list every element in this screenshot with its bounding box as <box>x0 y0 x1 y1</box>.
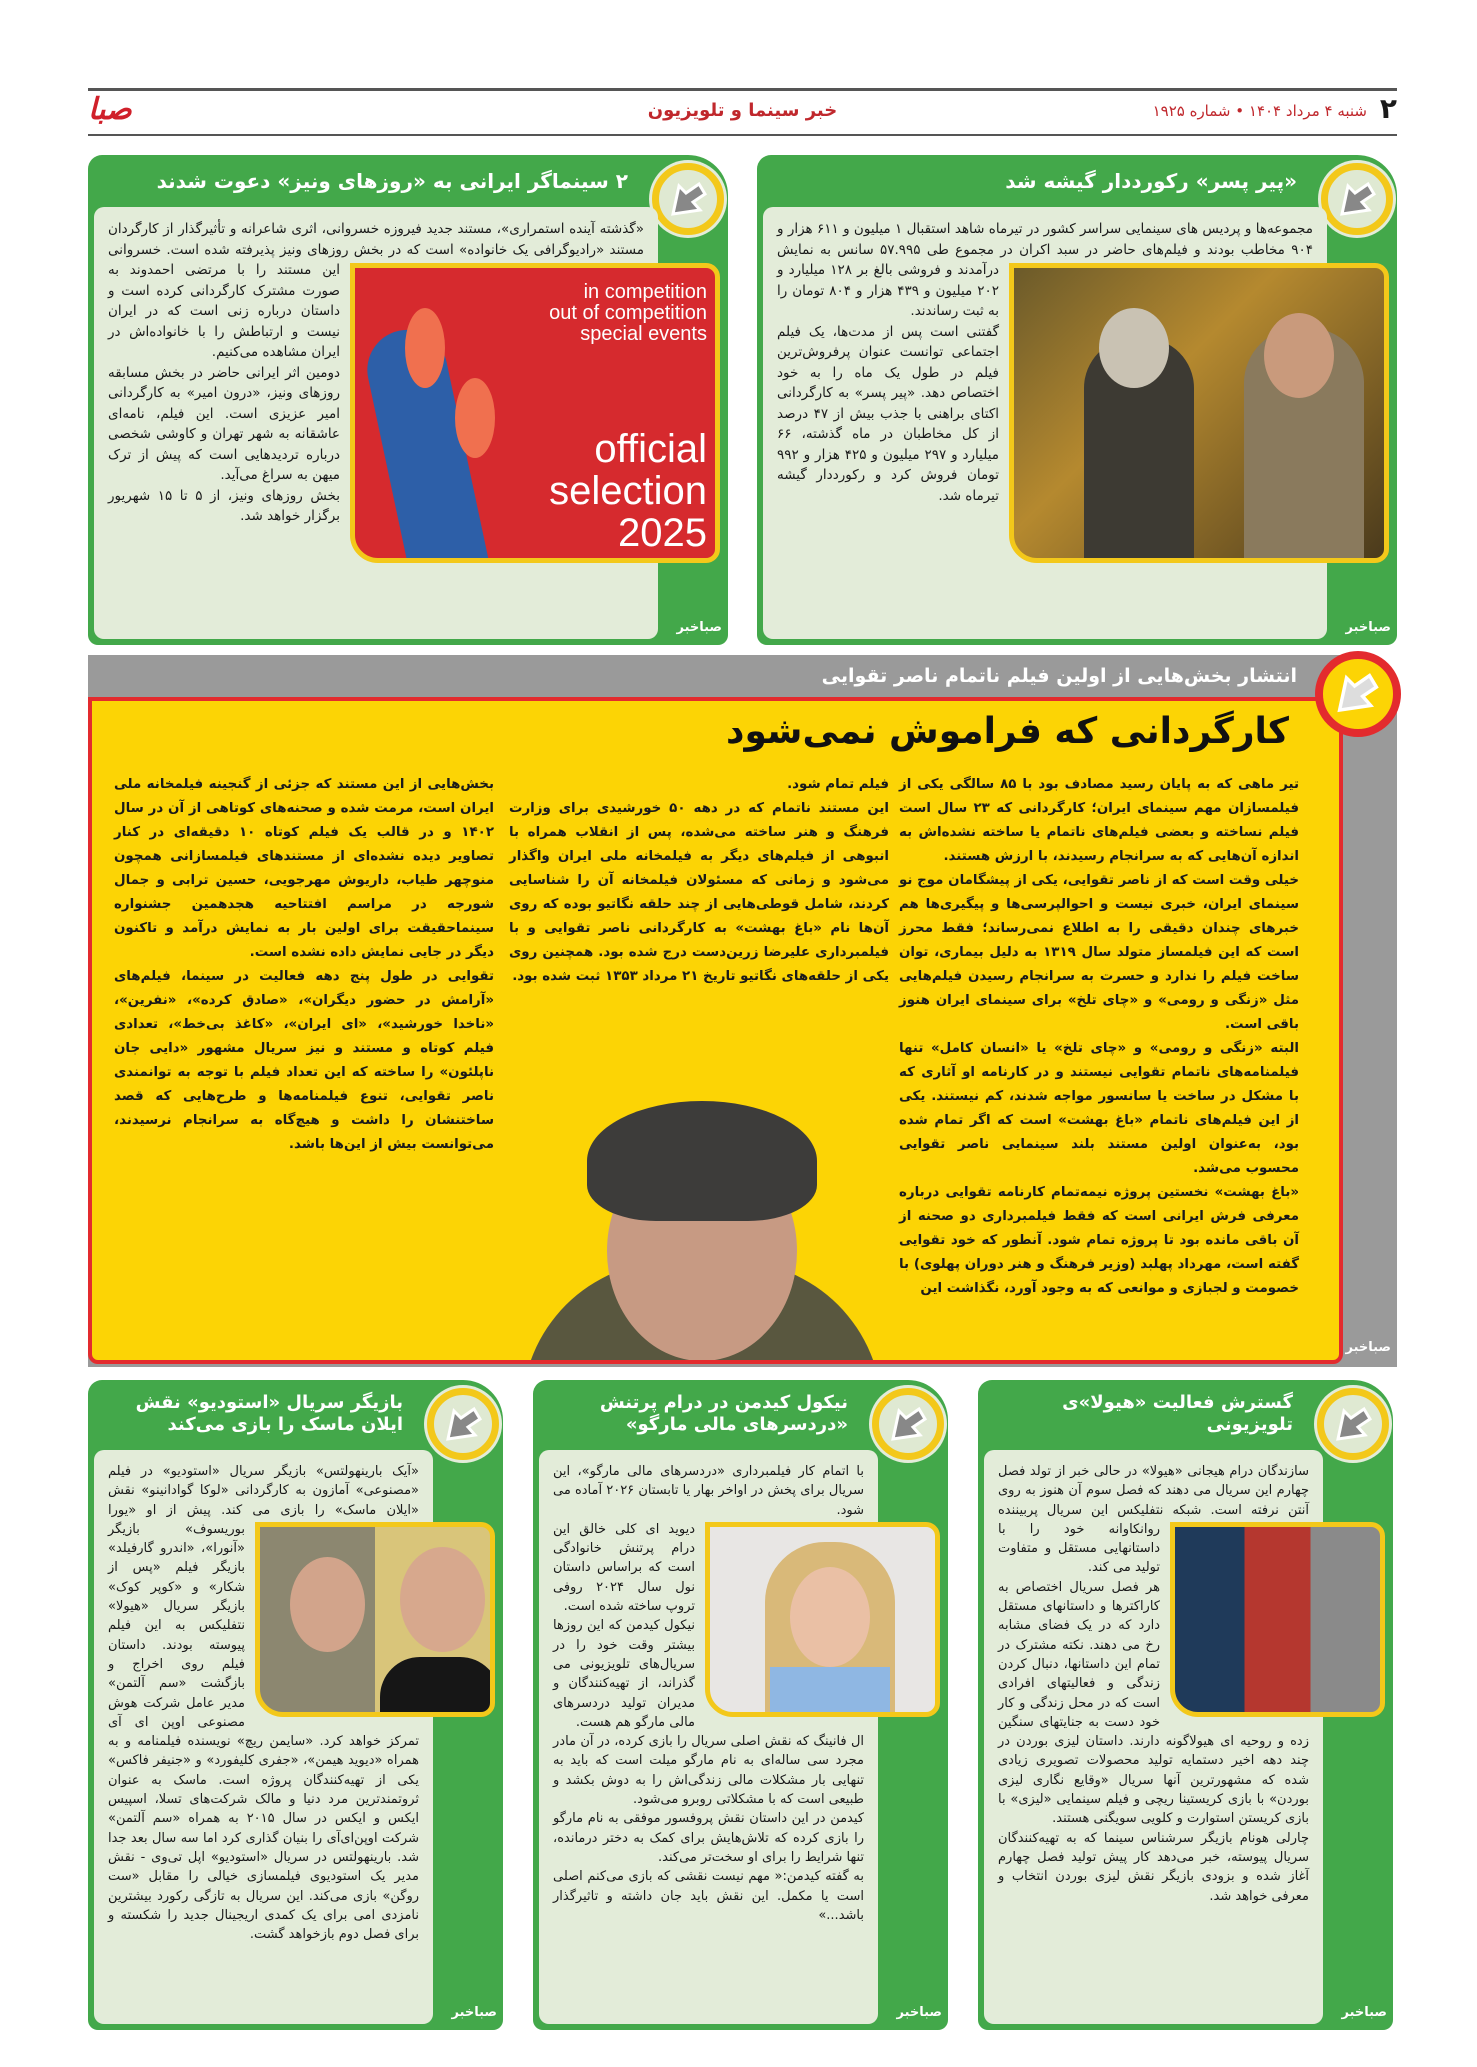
paragraph: خیلی وقت است که از ناصر تقوایی، یکی از پیشگامان موج نو سینمای ایران، خبری نیست و احوالپرسی‌ها و پیگیری‌ها هم خبرهای چندان دقیقی را به اطلاع نمی‌رساند؛ فقط محرز است که این فیلمساز متولد سال ۱۳۱۹ به دلیل بیماری، توان ساخت فیلم را ندارد و حسرت به سرانجام رسیدن فیلم‌هایی مثل «زنگی و رومی» و «چای تلخ» برای سینمای ایران هنوز باقی است. <box>899 873 1299 1032</box>
article-pir-pesar <box>757 155 1397 645</box>
paragraph: البته «زنگی و رومی» و «چای تلخ» یا «انسان کامل» تنها فیلمنامه‌های ناتمام تقوایی نیستند و در کارنامه او آثاری که با مشکل در ساخت یا سانسور مواجه شدند، کم نیستند. یکی از این فیلم‌های ناتمام «باغ بهشت» است که اگر تمام شده بود، به‌عنوان اولین مستند بلند سینمایی ناصر تقوایی محسوب می‌شد. <box>899 1041 1299 1176</box>
issue-date: شنبه ۴ مرداد ۱۴۰۴ • شماره ۱۹۲۵ <box>1152 102 1367 120</box>
paragraph: مجموعه‌ها و پردیس های سینمایی سراسر کشور در تیرماه شاهد استقبال ۱ میلیون و ۶۱۱ هزار و ۹۰۴ مخاطب بودند و فیلم‌های حاضر در سبد اکران در مجموع طی ۵۷.۹۹۵ سانس به نمایش درآمدند و فروشی بالغ بر ۱۲۸ میلیارد و ۲۰۲ میلیون و ۴۳۹ هزار و ۸۰۴ تومان را به ثبت رساندند. <box>777 221 1313 319</box>
paragraph: «آیک بارینهولتس» بازیگر سریال «استودیو» در فیلم «مصنوعی» آمازون به کارگردانی «لوکا گوادانینو» نقش «ایلان ماسک» را بازی می کند. پیش از او «یورا بوریسوف» بازیگر «آنورا»، «اندرو گارفیلد» بازیگر فیلم «پس از شکار» و «کوپر کوک» بازیگر سریال «هیولا» نتفلیکس به این فیلم پیوسته بودند. داستان فیلم روی اخراج و بازگشت «سم آلتمن» مدیر عامل شرکت هوش مصنوعی اوپن ای آی تمرکز خواهد کرد. «سایمن ریچ» نویسنده فیلمنامه و به همراه «دیوید هیمن»، «جفری کلیفورد» و «جنیفر فاکس» یکی از تهیه‌کنندگان پروژه است. ماسک به عنوان ثروتمندترین مرد دنیا و مالک شرکت‌های تسلا، اسپیس ایکس و ایکس در سال ۲۰۱۵ به همراه «سم آلتمن» شرکت اوپن‌ای‌آی را بنیان گذاری کرد اما سه سال بعد جدا شد. بارینهولتس در سریال «استودیو» اپل تی‌وی - نقش مدیر یک استودیوی فیلمسازی خیالی را مقابل «ست روگن» بازی می‌کند. این سریال به تازگی رکورد بیشترین نامزدی امی برای یک کمدی اریجینال جدید را شکسته و برای فصل دوم بازخواهد گشت. <box>108 1464 419 1943</box>
monster-cast-photo <box>1170 1522 1385 1717</box>
newspaper-logo: صبا <box>88 92 132 127</box>
article-nicole-kidman <box>533 1380 948 2030</box>
source-label: صباخبر <box>1345 620 1391 635</box>
poster-title <box>549 428 707 554</box>
feature-column-right <box>899 773 1299 1301</box>
feature-column-left <box>114 773 494 1157</box>
poster-line: special events <box>580 323 707 345</box>
header-top-rule <box>88 88 1397 91</box>
article-title: نیکول کیدمن در درام پرتنش «دردسرهای مالی مارگو» <box>599 1392 848 1435</box>
paragraph: دومین اثر ایرانی حاضر در بخش مسابقه روزهای ونیز، «درون امیر» به کارگردانی امیر عزیزی است. این فیلم، نامه‌ای عاشقانه به شهر تهران و کاوشی شخصی درباره تردیدهایی است که پیش از ترک میهن به سراغ می‌آید. <box>108 364 340 483</box>
paragraph: تقوایی در طول پنج دهه فعالیت در سینما، فیلم‌های «آرامش در حضور دیگران»، «صادق کرده»، «نفرین»، «ناخدا خورشید»، «ای ایران»، «کاغذ بی‌خط»، تعدادی فیلم کوتاه و مستند و نیز سریال مشهور «دایی جان ناپلئون» را ساخته که این تعداد فیلم با توجه به توانمندی ناصر تقوایی، تنوع فیلمنامه‌ها و طرح‌هایی که قصد ساختنشان را داشت و هیچ‌گاه به سرانجام نرسیدند، می‌توانست بیش از این‌ها باشد. <box>114 969 494 1152</box>
paragraph: نیکول کیدمن که این روزها بیشتر وقت خود را در سریال‌های تلویزیونی می گذراند، از تهیه‌کنندگان و مدیران تولید دردسرهای مالی مارگو هم هست. <box>553 1618 695 1730</box>
source-label: صباخبر <box>451 2005 497 2020</box>
article-studio-musk <box>88 1380 503 2030</box>
director-portrait-photo <box>512 1101 892 1360</box>
feature-box <box>88 697 1343 1364</box>
paragraph: گفتنی است پس از مدت‌ها، یک فیلم اجتماعی توانست عنوان پرفروش‌ترین فیلم در طول یک ماه را به خود اختصاص دهد. «پیر پسر» به کارگردانی اکتای براهنی با جذب بیش از ۴۷ درصد از کل مخاطبان در ماه گذشته، ۶۶ میلیارد و ۲۹۷ میلیون و ۴۲۵ هزار و ۹۹۲ تومان فروش کرد و رکورددار گیشه تیرماه شد. <box>777 323 1000 504</box>
arrow-badge-icon <box>652 163 724 235</box>
paragraph: بخش روزهای ونیز، از ۵ تا ۱۵ شهریور برگزار خواهد شد. <box>108 487 341 524</box>
nicole-kidman-photo <box>705 1522 940 1717</box>
page-number: ۲ <box>1379 92 1397 125</box>
film-still-photo <box>1009 263 1389 563</box>
source-label: صباخبر <box>1341 2005 1387 2020</box>
arrow-badge-icon <box>1317 1388 1389 1460</box>
paragraph: تیر ماهی که به پایان رسید مصادف بود با ۸۵ سالگی یکی از فیلمسازان مهم سینمای ایران؛ کارگردانی که ۲۳ سال است فیلم نساخته و بعضی فیلم‌های ناتمام یا ساخته نشده‌اش به اندازه آن‌هایی که به سرانجام رسیدند، با ارزش هستند. <box>899 777 1299 864</box>
feature-headline: کارگردانی که فراموش نمی‌شود <box>726 711 1289 752</box>
source-label: صباخبر <box>676 620 722 635</box>
paragraph: به گفته کیدمن:« مهم نیست نقشی که بازی می‌کنم اصلی است یا مکمل. این نقش باید جان داشته و تاثیرگذار باشد...» <box>553 1869 864 1923</box>
paragraph: فیلم تمام شود. <box>787 777 889 792</box>
header-bottom-rule <box>88 134 1397 136</box>
article-body <box>94 1450 433 2024</box>
section-title: خبر سینما و تلویزیون <box>647 100 838 121</box>
paragraph: سازندگان درام هیجانی «هیولا» در حالی خبر از تولد فصل چهارم این سریال می دهند که فصل سوم آن هنوز به روی آنتن نرفته است. شبکه نتفلیکس این سریال پربیننده روانکاوانه خود را با داستانهایی مستقل و متفاوت تولید می کند. <box>998 1464 1309 1576</box>
feature-kicker: انتشار بخش‌هایی از اولین فیلم ناتمام ناصر تقوایی <box>821 665 1297 687</box>
poster-text <box>549 282 707 345</box>
poster-line: in competition <box>583 281 707 303</box>
article-title: ۲ سینماگر ایرانی به «روزهای ونیز» دعوت شدند <box>156 169 628 193</box>
article-title: گسترش فعالیت «هیولا»ی تلویزیونی <box>1062 1392 1293 1435</box>
feature-article-taghvaei <box>88 655 1397 1367</box>
paragraph: ال فانینگ که نقش اصلی سریال را بازی کرده، در آن مادر مجرد سی ساله‌ای به نام مارگو میلت است که باید به تنهایی بار مشکلات مالی زندگی‌اش را به دوش بکشد و طبیعی است که با مشکلاتی روبرو می‌شود. <box>553 1734 864 1808</box>
paragraph: هر فصل سریال اختصاص به کاراکترها و داستانهای مستقل دارد که در یک فضای مشابه رخ می دهند. نکته مشترک در تمام این داستانها، دنبال کردن زندگی و فعالیتهای افرادی است که در محل زندگی و کار خود دست به جنایتهای سنگین زده و روحیه ای هیولاگونه دارند. داستان لیزی بوردن در چند دهه اخیر دستمایه تولید محصولات تصویری زیادی شده که مشهورترین آنها سریال «وقایع نگاری لیزی بوردن» با بازی کریستینا ریچی و فیلم سینمایی «لیزی» با بازی کریستن استوارت و کلویی سویگنی هستند. <box>998 1579 1309 1827</box>
venice-poster-image <box>350 263 720 563</box>
paragraph: این مستند ناتمام که در دهه ۵۰ خورشیدی برای وزارت فرهنگ و هنر ساخته می‌شده، پس از انقلاب همراه با انبوهی از فیلم‌های دیگر به فیلمخانه ملی ایران واگذار می‌شود و زمانی که مسئولان فیلمخانه آن را شناسایی کردند، شامل قوطی‌هایی از چند حلقه نگاتیو بوده که روی آن‌ها نام «باغ بهشت» به کارگردانی ناصر تقوایی و با فیلمبرداری علیرضا زرین‌دست درج شده بود. همچنین روی یکی از حلقه‌های نگاتیو تاریخ ۲۱ مرداد ۱۳۵۳ ثبت شده بود. <box>509 801 889 984</box>
poster-line: 2025 <box>618 511 707 555</box>
source-label: صباخبر <box>896 2005 942 2020</box>
arrow-badge-icon <box>872 1388 944 1460</box>
arrow-badge-icon <box>1315 651 1401 737</box>
article-body <box>984 1450 1323 2024</box>
feature-column-middle <box>509 773 889 989</box>
poster-line: selection <box>549 469 707 513</box>
poster-line: official <box>594 427 707 471</box>
paragraph: چارلی هونام بازیگر سرشناس سینما که به تهیه‌کنندگان سریال پیوسته، خبر می‌دهد کار پیش تولید فصل چهارم آغاز شده و بزودی بازیگر نقش لیزی بوردن انتخاب و معرفی خواهد شد. <box>998 1830 1309 1904</box>
paragraph: بخش‌هایی از این مستند که جزئی از گنجینه فیلمخانه ملی ایران است، مرمت شده و صحنه‌های کوتاهی از آن در سال ۱۴۰۲ و در قالب یک فیلم کوتاه ۱۰ دقیقه‌ای در کنار تصاویر دیده نشده‌ای از مستندهای فیلمسازانی همچون منوچهر طیاب، داریوش مهرجویی، حسین ترابی و جمال شورجه در مراسم افتتاحیه هجدهمین جشنواره سینماحقیقت برای اولین بار به نمایش درآمد و تاکنون دیگر در جایی نمایش داده نشده است. <box>114 777 494 960</box>
article-title: بازیگر سریال «استودیو» نقش ایلان ماسک را بازی می‌کند <box>135 1392 403 1435</box>
page-header <box>88 92 1397 132</box>
paragraph: «باغ بهشت» نخستین پروژه نیمه‌تمام کارنامه تقوایی درباره معرفی فرش ایرانی است که فقط فیلمبرداری دو صحنه از آن باقی مانده بود تا پروژه تمام شود. آنطور که خود تقوایی گفته است، مهرداد پهلبد (وزیر فرهنگ و هنر دوران پهلوی) با خصومت و لجبازی و موانعی که به وجود آورد، نگذاشت این <box>899 1185 1299 1296</box>
paragraph: «گذشته آینده استمراری»، مستند جدید فیروزه خسروانی، اثری شاعرانه و تأثیرگذار از کارگردان مستند «رادیوگرافی یک خانواده» است که در بخش روزهای ونیز پذیرفته شده است. خسروانی این مستند را با مرتضی احمدوند به صورت مشترک کارگردانی کرده است و داستان درباره زنی است که در ایران نیست و ارتباطش را با خانواده‌اش در ایران مشاهده می‌کنیم. <box>108 221 644 360</box>
source-label: صباخبر <box>1345 1340 1391 1355</box>
article-body <box>763 207 1327 639</box>
paragraph: با اتمام کار فیلمبرداری «دردسرهای مالی مارگو»، این سریال برای پخش در اواخر بهار یا تابستان ۲۰۲۶ آماده می شود. <box>553 1464 864 1518</box>
article-monster-series <box>978 1380 1393 2030</box>
poster-line: out of competition <box>549 302 707 324</box>
arrow-badge-icon <box>1321 163 1393 235</box>
article-body <box>539 1450 878 2024</box>
actors-photo <box>255 1522 495 1717</box>
paragraph: دیوید ای کلی خالق این درام پرتنش خانوادگی است که براساس داستان نول سال ۲۰۲۴ روفی تروپ ساخته شده است. <box>553 1521 695 1615</box>
article-title: «پیر پسر» رکورددار گیشه شد <box>1005 169 1297 193</box>
article-venice-days <box>88 155 728 645</box>
arrow-badge-icon <box>427 1388 499 1460</box>
paragraph: کیدمن در این داستان نقش پروفسور موفقی به نام مارگو را بازی کرده که تلاش‌هایش برای کمک به دختر درمانده، تنها شرایط را برای او سخت‌تر می‌کند. <box>553 1811 864 1865</box>
